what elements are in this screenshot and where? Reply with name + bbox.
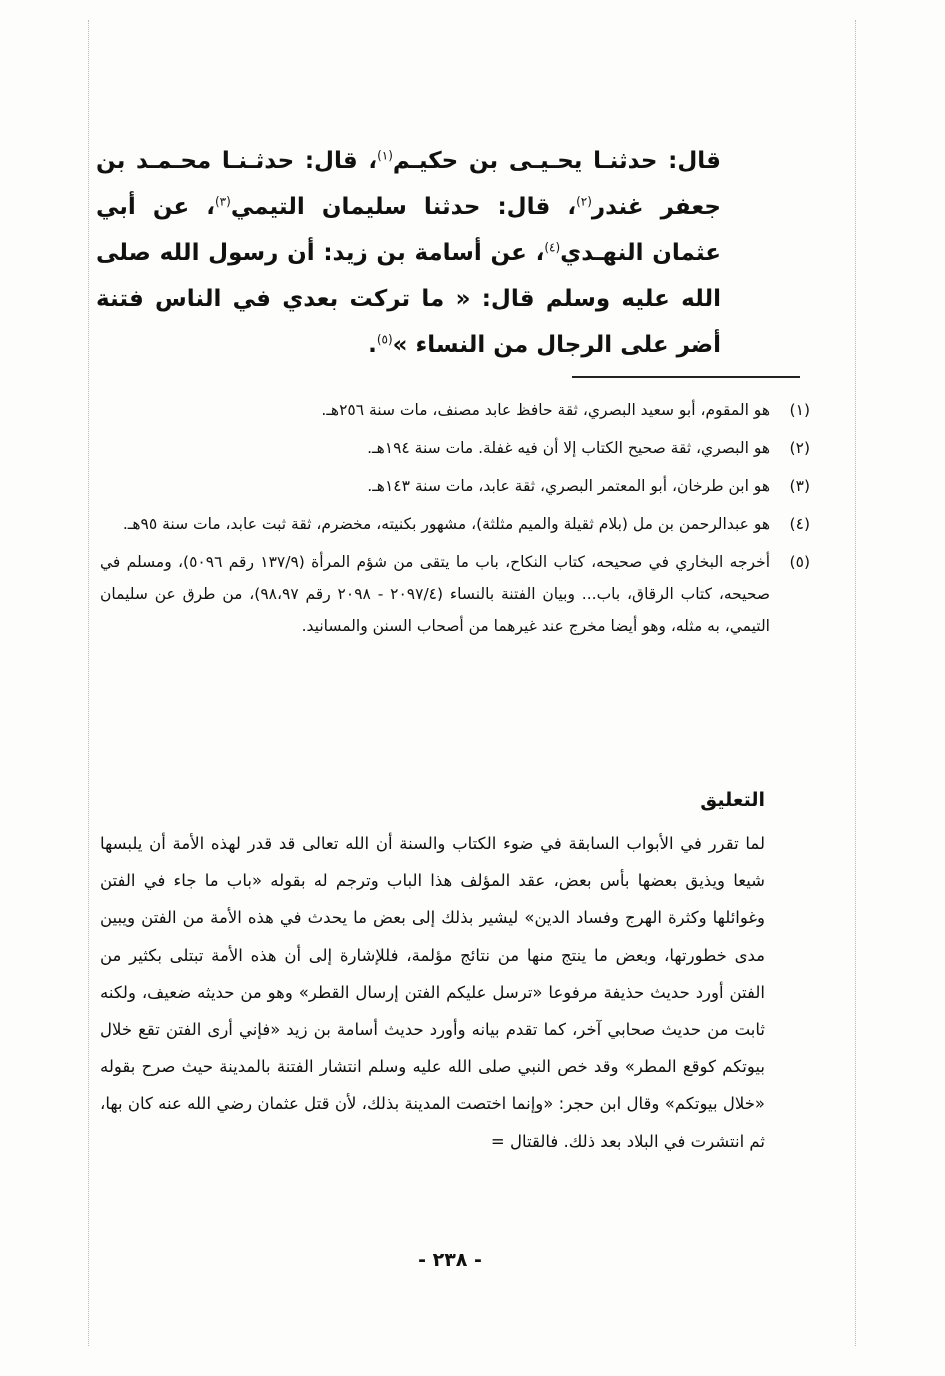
footnote bbox=[100, 470, 810, 502]
footnote bbox=[100, 394, 810, 426]
footnote-ref: (٤) bbox=[544, 240, 561, 255]
footnote-text: هو البصري، ثقة صحيح الكتاب إلا أن فيه غفلة. مات سنة ١٩٤هـ. bbox=[367, 439, 770, 457]
footnote-number: (١) bbox=[789, 401, 810, 419]
right-margin-dots bbox=[855, 20, 856, 1346]
footnotes-list bbox=[100, 394, 810, 648]
footnote-text: أخرجه البخاري في صحيحه، كتاب النكاح، باب ما يتقى من شؤم المرأة (١٣٧/٩ رقم ٥٠٩٦)، ومسلم في صحيحه، كتاب الرقاق، باب... وبيان الفتنة بالنساء (٢٠٩٧/٤ - ٢٠٩٨ رقم ٩٨،٩٧)، من طرق عن سليمان التيمي، به مثله، وهو أيضا مخرج عند غيرهما من أصحاب السنن والمسانيد. bbox=[100, 553, 770, 635]
footnote-text: هو ابن طرخان، أبو المعتمر البصري، ثقة عابد، مات سنة ١٤٣هـ. bbox=[367, 477, 770, 495]
footnote-number: (٥) bbox=[789, 553, 810, 571]
hadith-segment: ، عن أسامة بن زيد: أن رسول الله صلى الله عليه وسلم قال: « ما تركت بعدي في الناس فتنة أضر على الرجال من النساء » bbox=[96, 240, 721, 358]
footnote-ref: (٣) bbox=[214, 194, 231, 209]
hadith-segment: ، قال: حدثنا سليمان التيمي bbox=[230, 194, 577, 220]
footnote-ref: (٢) bbox=[576, 194, 592, 209]
footnote bbox=[100, 432, 810, 464]
hadith-text bbox=[96, 138, 721, 368]
footnote-number: (٣) bbox=[789, 477, 810, 495]
footnote-number: (٤) bbox=[789, 515, 810, 533]
footnote-text: هو عبدالرحمن بن مل (بلام ثقيلة والميم مثلثة)، مشهور بكنيته، مخضرم، ثقة ثبت عابد، مات سنة ٩٥هـ. bbox=[122, 515, 770, 533]
left-margin-dots bbox=[88, 20, 89, 1346]
commentary-text: لما تقرر في الأبواب السابقة في ضوء الكتاب والسنة أن الله تعالى قد قدر لهذه الأمة أن يلبسها شيعا ويذيق بعضها بأس بعض، عقد المؤلف هذا الباب وترجم له بقوله «باب ما جاء في الفتن وغوائلها وكثرة الهرج وفساد الدين» ليشير بذلك إلى بعض ما يحدث في هذه الأمة من الفتن ويبين مدى خطورتها، وبعض ما ينتج منها من نتائج مؤلمة، فللإشارة إلى أن هذه الأمة تبتلى بكثير من الفتن أورد حديث حذيفة مرفوعا «ترسل عليكم الفتن إرسال القطر» وهو من حديثه ضعيف، ولكنه ثابت من حديث صحابي آخر، كما تقدم بيانه وأورد حديث أسامة بن زيد «فإني أرى الفتن تقع خلال بيوتكم كوقع المطر» وقد خص النبي صلى الله عليه وسلم انتشار الفتنة بالمدينة حيث صرح بقوله «خلال بيوتكم» وقال ابن حجر: «وإنما اختصت المدينة بذلك، لأن قتل عثمان رضي الله عنه كان بها، ثم انتشرت في البلاد بعد ذلك. فالقتال = bbox=[100, 834, 765, 1151]
footnote bbox=[100, 546, 810, 642]
hadith-segment: ، قال: حدثـنـا محـمـد بن جعفر غندر bbox=[96, 148, 721, 220]
hadith-segment: قال: حدثنـا يحـيـى بن حكيـم bbox=[392, 148, 721, 174]
footnote-ref: (١) bbox=[377, 148, 393, 163]
page-number: - ٢٣٨ - bbox=[418, 1249, 482, 1271]
footnote-number: (٢) bbox=[789, 439, 810, 457]
footnote-ref: (٥) bbox=[376, 332, 393, 347]
footnote-text: هو المقوم، أبو سعيد البصري، ثقة حافظ عابد مصنف، مات سنة ٢٥٦هـ. bbox=[321, 401, 770, 419]
commentary-title: التعليق bbox=[700, 789, 765, 811]
footnote-divider bbox=[572, 376, 800, 378]
footnote bbox=[100, 508, 810, 540]
hadith-segment: ، عن أبي عثمان النهـدي bbox=[96, 194, 721, 266]
hadith-segment: . bbox=[368, 332, 377, 358]
